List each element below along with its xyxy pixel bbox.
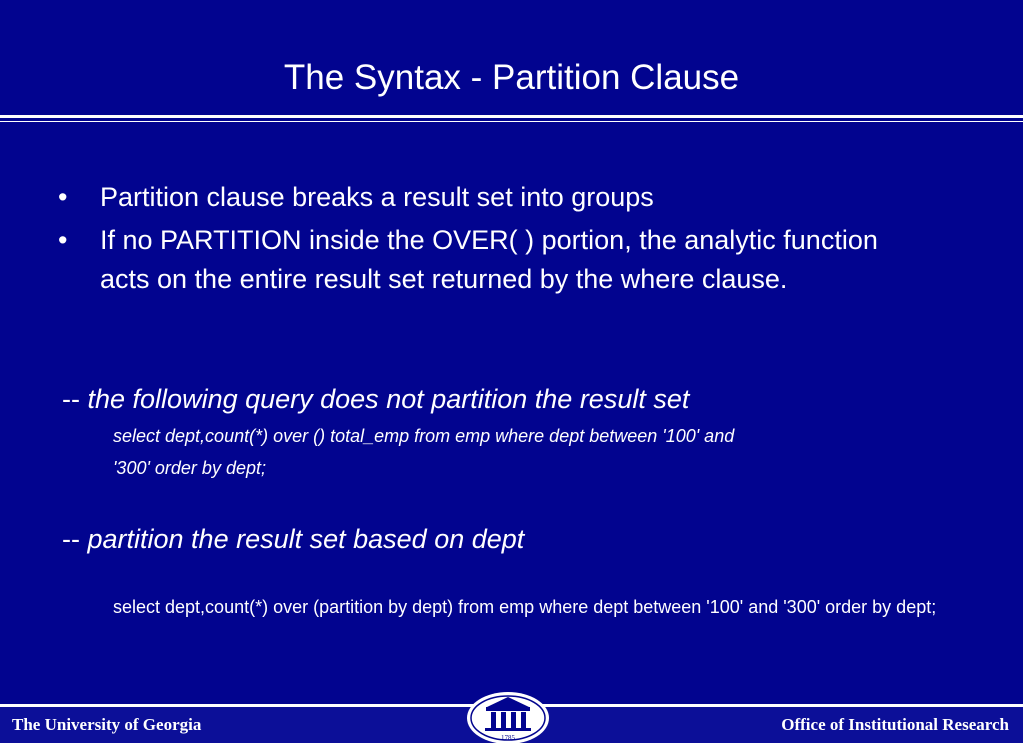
bullet-item (58, 221, 920, 299)
comment-partition-by-dept (62, 522, 524, 556)
query-line: select dept,count(*) over () total_emp from emp where dept between '100' and (113, 426, 735, 446)
bullet-text: Partition clause breaks a result set into groups (100, 182, 654, 212)
comment-text: partition the result set based on dept (87, 524, 525, 554)
university-arch-logo-icon (465, 688, 551, 744)
query-partition-by-dept: select dept,count(*) over (partition by dept) from emp where dept between '100' and '300' order by dept; (113, 597, 937, 617)
bullet-marker: • (58, 182, 68, 212)
slide-title: The Syntax - Partition Clause (283, 58, 740, 97)
footer-university-name: The University of Georgia (12, 715, 202, 734)
comment-no-partition (62, 382, 689, 416)
title-divider-thick (0, 115, 1023, 118)
footer-office-name: Office of Institutional Research (781, 715, 1009, 734)
bullet-item (58, 178, 958, 217)
bullet-marker: • (58, 225, 68, 255)
comment-text: the following query does not partition the result set (87, 384, 690, 414)
query-line: '300' order by dept; (113, 458, 266, 478)
comment-prefix: -- (62, 384, 80, 414)
query-no-partition (113, 420, 913, 484)
comment-prefix: -- (62, 524, 80, 554)
logo-year: 1785 (501, 734, 515, 742)
title-divider-thin (0, 121, 1023, 122)
bullet-list (58, 178, 958, 303)
bullet-text: If no PARTITION inside the OVER( ) portion, the analytic function acts on the entire result set returned by the where clause. (100, 225, 878, 294)
